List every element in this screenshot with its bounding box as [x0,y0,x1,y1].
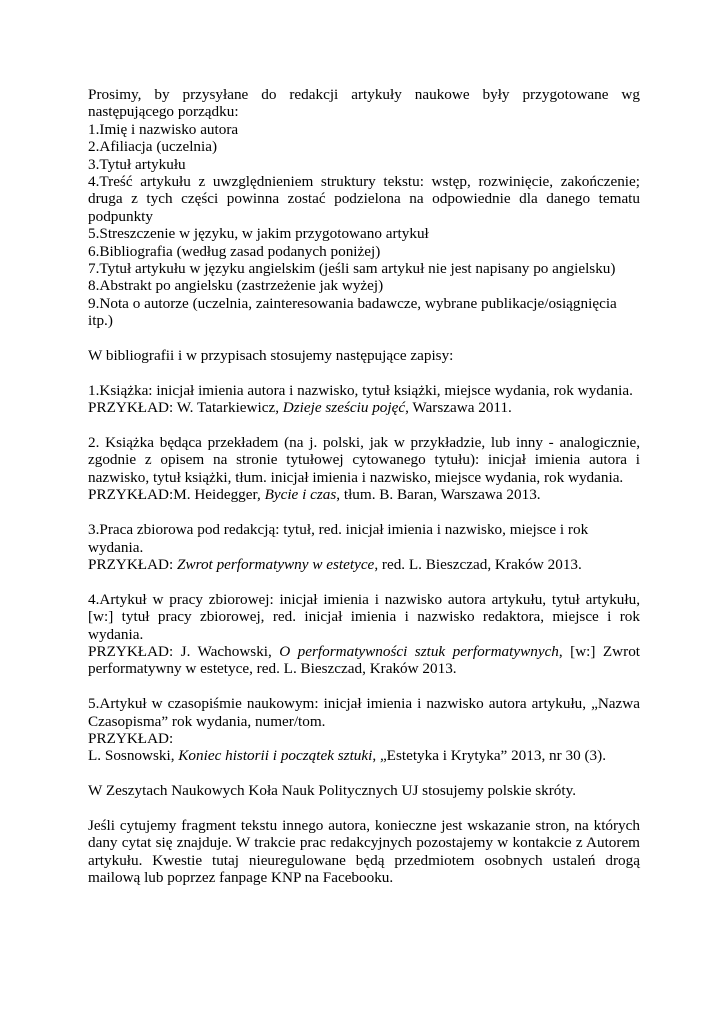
example-title-italic: Zwrot performatywny w estetyce [177,555,375,573]
rule-example-label: PRZYKŁAD: [88,729,174,747]
citation-rule-book [88,382,640,417]
rule-description: 5.Artykuł w czasopiśmie naukowym: inicjał imienia i nazwisko autora artykułu, „Nazwa Czasopisma” rok wydania, numer/tom. [88,695,640,730]
example-text: , [w:] Zwrot performatywny w estetyce, red. L. Bieszczad, Kraków 2013. [88,642,641,678]
example-title-italic: Koniec historii i początek sztuki [178,747,373,765]
requirement-item-7: 7.Tytuł artykułu w języku angielskim (jeśli sam artykuł nie jest napisany po angielsku) [88,260,616,278]
rule-example [88,747,640,764]
example-text: L. Sosnowski, [88,747,179,765]
rule-description: 2. Książka będąca przekładem (na j. polski, jak w przykładzie, lub inny - analogicznie, zgodnie z opisem na stronie tytułowej cytowanego tytułu): inicjał imienia autora i nazwisko, tytuł książki, tłum. inicjał imienia i nazwisko, miejsce wydania, rok wydania. [88,434,640,486]
citation-rule-translation [88,434,640,504]
requirement-item-3: 3.Tytuł artykułu [88,155,186,173]
requirement-item-4: 4.Treść artykułu z uwzględnieniem struktury tekstu: wstęp, rozwinięcie, zakończenie; druga z tych części powinna zostać podzielona na odpowiednie dla danego tematu podpunkty [88,173,640,225]
rule-example [88,556,640,573]
citation-rule-chapter [88,591,640,678]
example-title-italic: Bycie i czas [264,486,337,504]
requirement-item-2: 2.Afiliacja (uczelnia) [88,138,218,156]
requirement-item-5: 5.Streszczenie w języku, w jakim przygotowano artykuł [88,225,429,243]
citation-rule-journal-article [88,695,640,765]
example-text: , Warszawa 2011. [405,399,512,417]
example-text: , tłum. B. Baran, Warszawa 2013. [336,486,541,504]
intro-paragraph: Prosimy, by przysyłane do redakcji artykuły naukowe były przygotowane wg następującego porządku: [88,86,640,121]
example-text: , „Estetyka i Krytyka” 2013, nr 30 (3). [372,747,606,765]
bibliography-intro: W bibliografii i w przypisach stosujemy następujące zapisy: [88,347,454,365]
example-text: PRZYKŁAD: J. Wachowski, [88,642,280,660]
abbreviations-note: W Zeszytach Naukowych Koła Nauk Politycznych UJ stosujemy polskie skróty. [88,782,577,800]
rule-example [88,486,640,503]
rule-example [88,399,640,416]
requirement-item-1: 1.Imię i nazwisko autora [88,120,239,138]
rule-description: 4.Artykuł w pracy zbiorowej: inicjał imienia i nazwisko autora artykułu, tytuł artykułu, [w:] tytuł pracy zbiorowej, red. inicjał imienia i nazwisko redaktora, miejsce i rok wydania. [88,590,640,643]
example-text: PRZYKŁAD:M. Heidegger, [88,486,265,504]
citation-pages-note: Jeśli cytujemy fragment tekstu innego autora, konieczne jest wskazanie stron, na których dany cytat się znajduje. W trakcie prac redakcyjnych pozostajemy w kontakcie z Autorem artykułu. Kwestie tutaj nieuregulowane będą przedmiotem osobnych ustaleń drogą mailową lub poprzez fanpage KNP na Facebooku. [88,816,640,887]
rule-description: 3.Praca zbiorowa pod redakcją: tytuł, red. inicjał imienia i nazwisko, miejsce i rok wydania. [88,521,589,556]
document-body [88,86,640,887]
example-title-italic: Dzieje sześciu pojęć [282,399,406,417]
requirement-item-8: 8.Abstrakt po angielsku (zastrzeżenie jak wyżej) [88,277,384,295]
example-text: , red. L. Bieszczad, Kraków 2013. [374,555,582,573]
requirement-item-9: 9.Nota o autorze (uczelnia, zainteresowania badawcze, wybrane publikacje/osiągnięcia itp.) [88,294,617,330]
rule-example [88,643,640,678]
example-text: PRZYKŁAD: [88,555,178,573]
citation-rule-edited-volume [88,521,640,573]
example-title-italic: O performatywności sztuk performatywnych [279,642,559,660]
rule-description: 1.Książka: inicjał imienia autora i nazwisko, tytuł książki, miejsce wydania, rok wydania. [88,381,633,399]
example-text: PRZYKŁAD: W. Tatarkiewicz, [88,399,283,417]
requirement-item-6: 6.Bibliografia (według zasad podanych poniżej) [88,242,381,260]
